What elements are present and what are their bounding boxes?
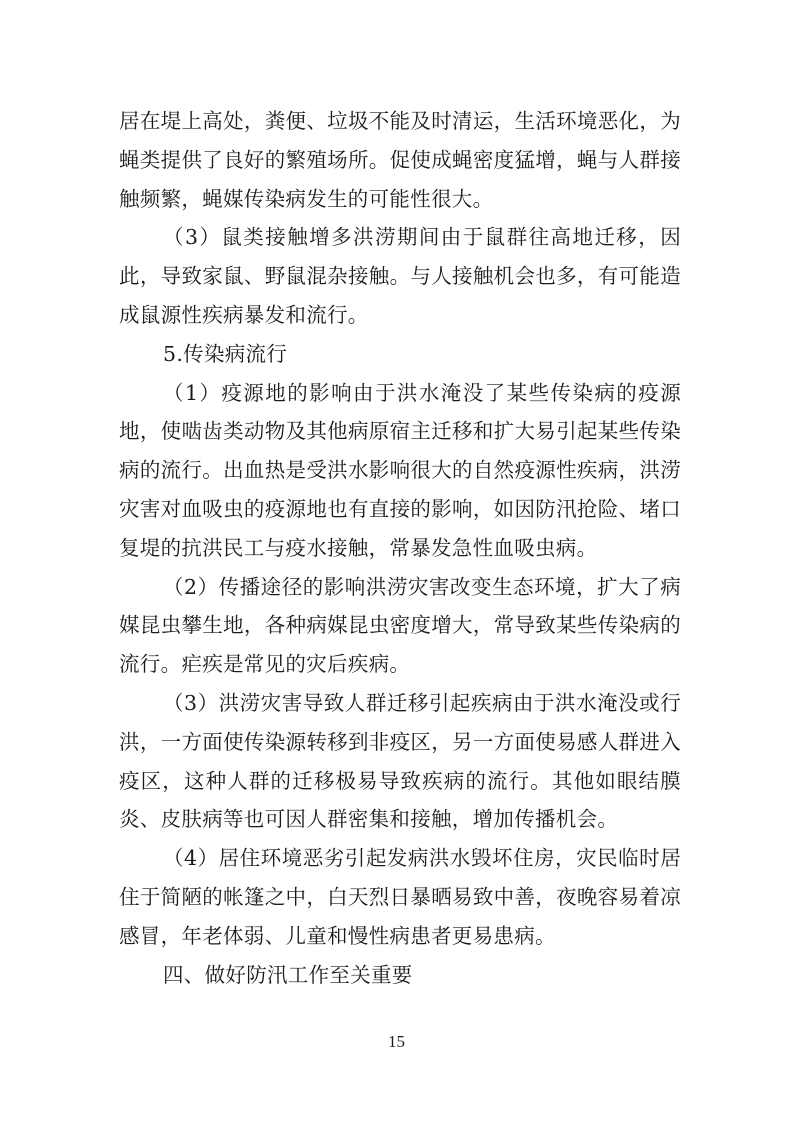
paragraph-continued: 居在堤上高处，粪便、垃圾不能及时清运，生活环境恶化，为蝇类提供了良好的繁殖场所。促使成蝇密度猛增，蝇与人群接触频繁，蝇媒传染病发生的可能性很大。	[119, 109, 681, 211]
paragraph-rodent-contact: （3）鼠类接触增多洪涝期间由于鼠群往高地迁移，因此，导致家鼠、野鼠混杂接触。与人接触机会也多，有可能造成鼠源性疾病暴发和流行。	[119, 225, 681, 327]
subsection-heading-infectious-disease: 5.传染病流行	[163, 341, 288, 366]
paragraph-population-migration: （3）洪涝灾害导致人群迁移引起疾病由于洪水淹没或行洪，一方面使传染源转移到非疫区，另一方面使易感人群进入疫区，这种人群的迁移极易导致疾病的流行。其他如眼结膜炎、皮肤病等也可因人群密集和接触，增加传播机会。	[119, 690, 681, 832]
paragraph-transmission-route: （2）传播途径的影响洪涝灾害改变生态环境，扩大了病媒昆虫攀生地，各种病媒昆虫密度增大，常导致某些传染病的流行。疟疾是常见的灾后疾病。	[119, 574, 681, 677]
paragraph-epidemic-focus: （1）疫源地的影响由于洪水淹没了某些传染病的疫源地，使啮齿类动物及其他病原宿主迁移和扩大易引起某些传染病的流行。出血热是受洪水影响很大的自然疫源性疾病，洪涝灾害对血吸虫的疫源地也有直接的影响，如因防汛抢险、堵口复堤的抗洪民工与疫水接触，常暴发急性血吸虫病。	[119, 380, 681, 560]
paragraph-living-conditions: （4）居住环境恶劣引起发病洪水毁坏住房，灾民临时居住于简陋的帐篷之中，白天烈日暴晒易致中善，夜晚容易着凉感冒，年老体弱、儿童和慢性病患者更易患病。	[119, 846, 681, 948]
document-body	[119, 102, 681, 956]
page-number: 15	[388, 1032, 405, 1051]
section-heading: 四、做好防汛工作至关重要	[163, 963, 413, 987]
